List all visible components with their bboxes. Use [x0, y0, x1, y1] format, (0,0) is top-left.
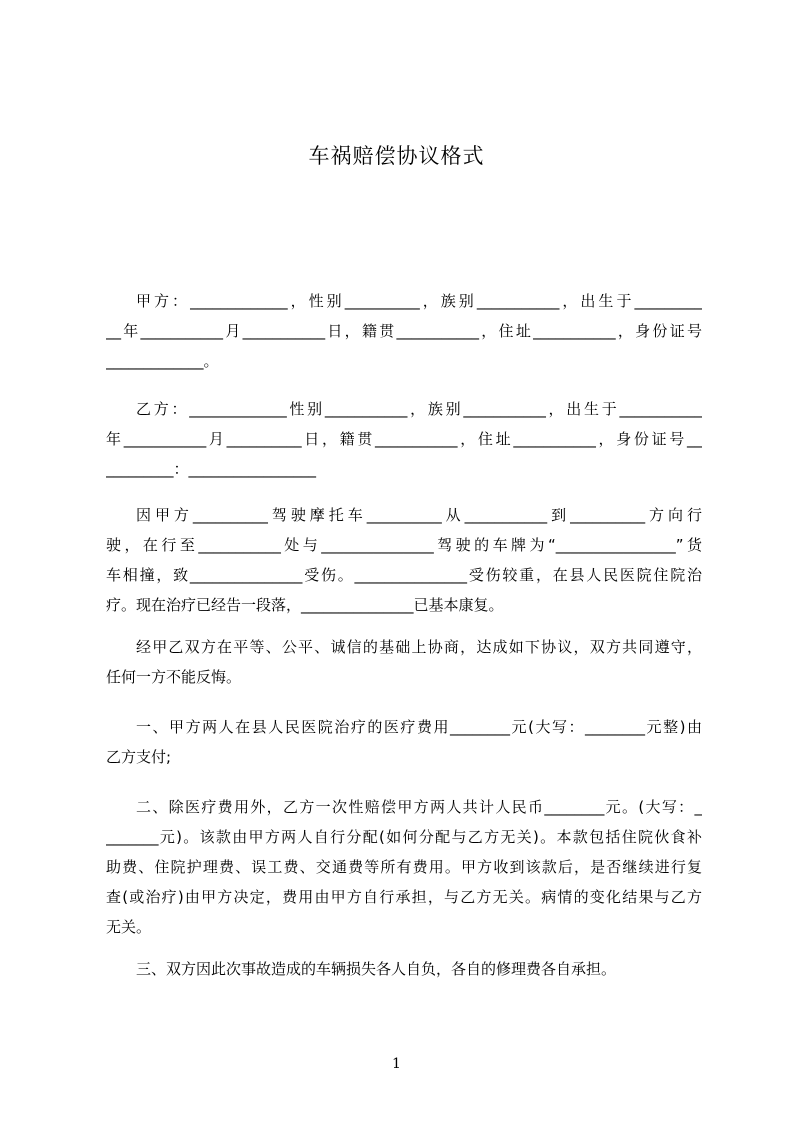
party-a-line: __年___________月___________日，籍贯___________，住址___________，身份证号	[106, 322, 702, 340]
accident-line: 驶，在行至___________处与_______________驾驶的车牌为“________________”货	[106, 536, 702, 554]
clause-3-paragraph	[106, 954, 702, 984]
party-b-line: _________：_________________	[106, 460, 317, 478]
accident-paragraph	[106, 500, 702, 620]
clause-1-line: 乙方支付;	[106, 748, 172, 766]
accident-line: 车相撞，致_______________受伤。_______________受伤较重，在县人民医院住院治	[106, 566, 702, 584]
clause-1-line: 一、甲方两人在县人民医院治疗的医疗费用________元(大写：________元整)由	[136, 718, 702, 736]
clause-2-line: _______元)。该款由甲方两人自行分配(如何分配与乙方无关)。本款包括住院伙食补	[106, 828, 702, 846]
party-a-line: _____________。	[106, 352, 219, 370]
party-b-line: 年___________月__________日，籍贯___________，住址___________，身份证号__	[106, 430, 702, 448]
negotiation-paragraph	[106, 632, 702, 692]
negotiation-line: 经甲乙双方在平等、公平、诚信的基础上协商，达成如下协议，双方共同遵守，	[136, 638, 702, 656]
clause-1-paragraph	[106, 712, 702, 772]
document-title: 车祸赔偿协议格式	[308, 144, 485, 168]
party-b-line: 乙方：_____________性别___________，族别___________，出生于___________	[136, 400, 702, 418]
clause-2-line: 二、除医疗费用外，乙方一次性赔偿甲方两人共计人民币________元。(大写：_	[136, 798, 702, 816]
party-b-paragraph	[106, 394, 702, 484]
page-number: 1	[392, 1056, 401, 1072]
accident-line: 因甲方__________驾驶摩托车__________从___________到__________方向行	[136, 506, 702, 524]
party-a-paragraph	[106, 286, 702, 376]
clause-2-line: 无关。	[106, 918, 152, 936]
clause-2-paragraph	[106, 792, 702, 942]
clause-2-line: 助费、住院护理费、误工费、交通费等所有费用。甲方收到该款后，是否继续进行复	[106, 858, 702, 876]
clause-3-line: 三、双方因此次事故造成的车辆损失各人自负，各自的修理费各自承担。	[136, 960, 617, 978]
negotiation-line: 任何一方不能反悔。	[106, 668, 242, 686]
party-a-line: 甲方：_____________，性别__________，族别___________，出生于_________	[136, 292, 702, 310]
accident-line: 疗。现在治疗已经告一段落，_______________已基本康复。	[106, 596, 504, 614]
clause-2-line: 查(或治疗)由甲方决定，费用由甲方自行承担，与乙方无关。病情的变化结果与乙方	[106, 888, 702, 906]
